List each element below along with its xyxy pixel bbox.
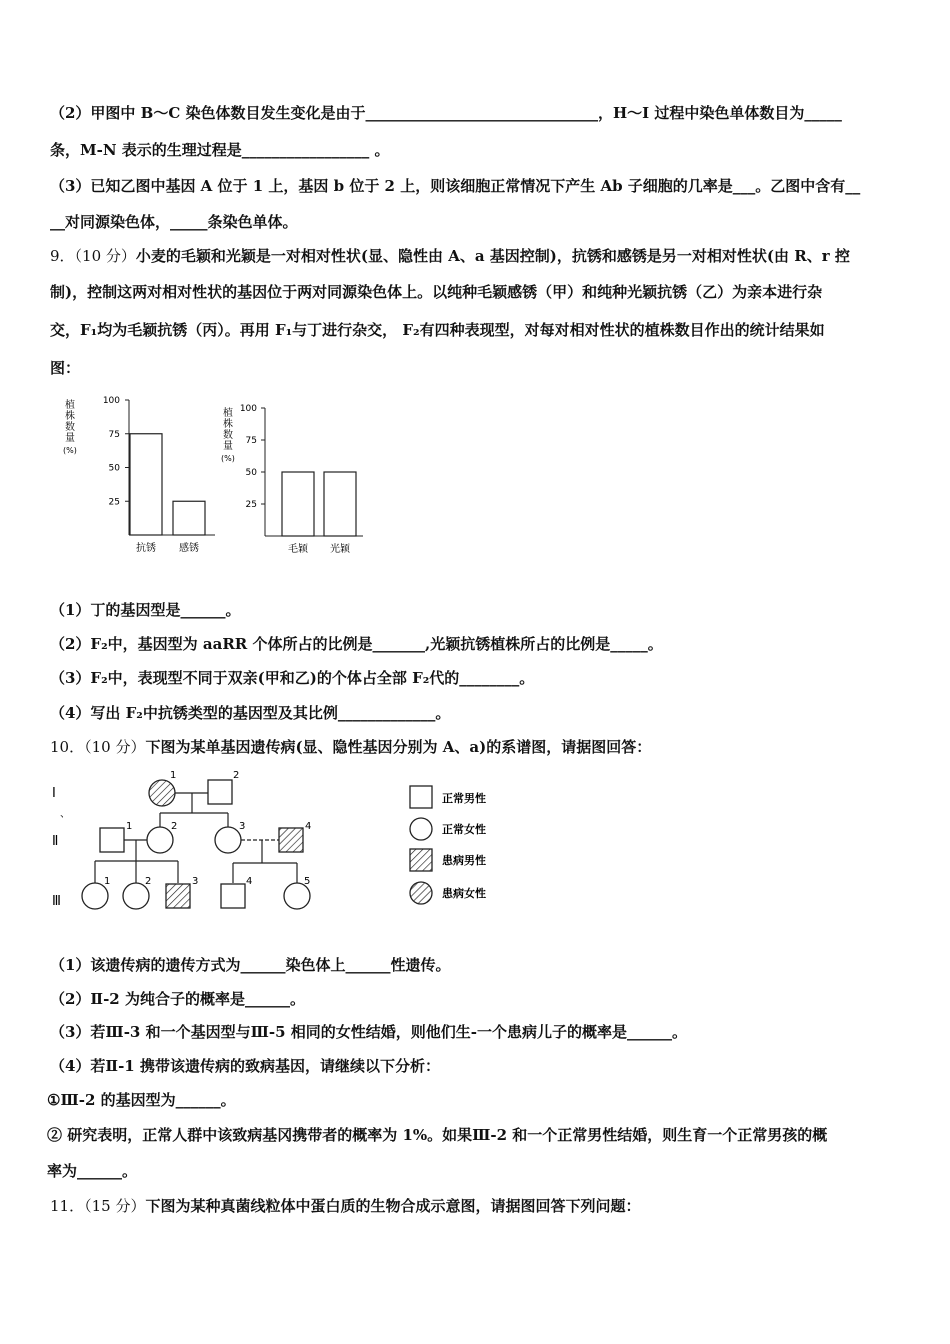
- gen3-label-4: 4: [246, 876, 253, 887]
- q10-line1: [50, 737, 651, 757]
- q10-sub2: （2）Ⅱ-2 为纯合子的概率是______。: [50, 990, 305, 1008]
- q9-line1: [50, 246, 850, 266]
- q9-sub2: （2）F₂中，基因型为 aaRR 个体所占的比例是_______,光颖抗锈植株所占的比例是_____。: [50, 635, 663, 653]
- q8-part2-line2: 条，M-N 表示的生理过程是_________________ 。: [50, 141, 390, 159]
- q11-line1: [50, 1196, 640, 1216]
- gen2-label-2: 2: [171, 821, 178, 832]
- q10-text1: 下图为某单基因遗传病(显、隐性基因分别为 A、a)的系谱图，请据图回答：: [145, 738, 652, 756]
- gen-label-I: Ⅰ: [52, 786, 56, 801]
- legend-normal-female-icon: [410, 818, 432, 840]
- gen1-normal-male: [208, 780, 232, 804]
- q9-sub4: （4）写出 F₂中抗锈类型的基因型及其比例_____________。: [50, 704, 451, 722]
- gen-label-II: Ⅱ: [52, 834, 59, 849]
- legend-normal-male-icon: [410, 786, 432, 808]
- legend-affected-male: 患病男性: [442, 854, 486, 867]
- gen2-normal-female-2: [147, 827, 173, 853]
- q10-sub7: 率为______。: [47, 1162, 138, 1180]
- q10-sub4: （4）若Ⅱ-1 携带该遗传病的致病基因，请继续以下分析：: [50, 1057, 440, 1075]
- gen2-label-4: 4: [305, 821, 312, 832]
- q9-line2: 制)，控制这两对相对性状的基因位于两对同源染色体上。以纯种毛颖感锈（甲）和纯种光颖抗锈（乙）为亲本进行杂: [50, 283, 823, 301]
- bar-chart-rust: [60, 395, 220, 560]
- c1-tick-label-100: 100: [102, 396, 120, 406]
- q9-sub1: （1）丁的基因型是______。: [50, 601, 241, 619]
- c1-tick-label-75: 75: [108, 429, 120, 440]
- legend-normal-female: 正常女性: [442, 823, 486, 836]
- q9-line3: 交，F₁均为毛颖抗锈（丙）。再用 F₁与丁进行杂交， F₂有四种表现型，对每对相对性状的植株数目作出的统计结果如: [50, 321, 825, 339]
- gen2-label-1: 1: [126, 821, 133, 832]
- gen1-label-2: 2: [233, 770, 240, 781]
- gen1-label-1: 1: [170, 770, 177, 781]
- q10-number: 10．: [50, 738, 85, 756]
- gen-label-dot: 、: [60, 809, 70, 820]
- q10-score: （10 分）: [84, 738, 146, 756]
- gen3-label-1: 1: [104, 876, 111, 887]
- gen2-normal-female-3: [215, 827, 241, 853]
- q10-sub5: ①Ⅲ-2 的基因型为______。: [47, 1091, 236, 1109]
- c2-category-0: 毛颖: [288, 544, 308, 555]
- c2-bar-1: [324, 472, 356, 536]
- c1-bar-1: [173, 501, 205, 535]
- q9-number: 9．: [50, 247, 75, 265]
- c1-bar-0: [130, 434, 162, 535]
- gen2-label-3: 3: [239, 821, 246, 832]
- gen1-affected-female: [149, 780, 175, 806]
- q10-sub6: ② 研究表明，正常人群中该致病基冈携带者的概率为 1%。如果Ⅲ-2 和一个正常男性结婚，则生育一个正常男孩的概: [47, 1126, 828, 1144]
- q11-number: 11．: [50, 1197, 85, 1215]
- gen3-label-3: 3: [192, 876, 199, 887]
- c2-category-1: 光颖: [330, 544, 350, 555]
- q11-score: （15 分）: [84, 1197, 146, 1215]
- q10-sub3: （3）若Ⅲ-3 和一个基因型与Ⅲ-5 相同的女性结婚，则他们生-一个患病儿子的概率是______。: [50, 1023, 687, 1041]
- pedigree-chart: [40, 765, 510, 920]
- legend-normal-male: 正常男性: [442, 792, 486, 805]
- c1-category-0: 抗锈: [136, 543, 156, 554]
- c1-tick-label-50: 50: [108, 463, 120, 474]
- c2-tick-label-25: 25: [245, 500, 257, 510]
- q10-sub1: （1）该遗传病的遗传方式为______染色体上______性遗传。: [50, 956, 451, 974]
- q9-line4: 图：: [50, 359, 81, 377]
- c2-ylabel-text: 植株数量(%): [221, 408, 235, 463]
- q9-sub3: （3）F₂中，表现型不同于双亲(甲和乙)的个体占全部 F₂代的________。: [50, 669, 535, 687]
- gen3-label-5: 5: [304, 876, 311, 887]
- bar-chart-awn: [218, 398, 368, 560]
- q11-text1: 下图为某种真菌线粒体中蛋白质的生物合成示意图，请据图回答下列问题：: [145, 1197, 641, 1215]
- q9-score: （10 分）: [74, 247, 136, 265]
- q8-part2-line1: （2）甲图中 B～C 染色体数目发生变化是由于_______________________________，H～I 过程中染色单体数目为_____: [50, 104, 842, 122]
- gen3-label-2: 2: [145, 876, 152, 887]
- legend-affected-female: 患病女性: [442, 887, 486, 900]
- chart2-ylabel: [221, 406, 235, 463]
- legend-affected-female-icon: [410, 882, 432, 904]
- q8-part3-line1: （3）已知乙图中基因 A 位于 1 上，基因 b 位于 2 上，则该细胞正常情况下产生 Ab 子细胞的几率是___。乙图中含有__: [50, 177, 861, 195]
- legend-affected-male-icon: [410, 849, 432, 871]
- gen-label-III: Ⅲ: [52, 894, 61, 909]
- q9-text1: 小麦的毛颖和光颖是一对相对性状(显、隐性由 A、a 基因控制)，抗锈和感锈是另一对相对性状(由 R、r 控: [135, 247, 850, 265]
- chart1-ylabel: [63, 398, 77, 455]
- c2-tick-label-50: 50: [245, 468, 257, 478]
- gen3-affected-male-3: [166, 884, 190, 908]
- c1-ylabel-text: 植株数量(%): [63, 400, 77, 455]
- q8-part3-line2: __对同源染色体，_____条染色单体。: [50, 213, 298, 231]
- gen2-affected-male-4: [279, 828, 303, 852]
- c1-category-1: 感锈: [179, 543, 199, 554]
- c2-bar-0: [282, 472, 314, 536]
- c1-tick-label-25: 25: [108, 497, 120, 508]
- gen2-normal-male-1: [100, 828, 124, 852]
- c2-tick-label-75: 75: [245, 436, 257, 446]
- c2-tick-label-100: 100: [239, 404, 257, 414]
- gen3-normal-male-4: [221, 884, 245, 908]
